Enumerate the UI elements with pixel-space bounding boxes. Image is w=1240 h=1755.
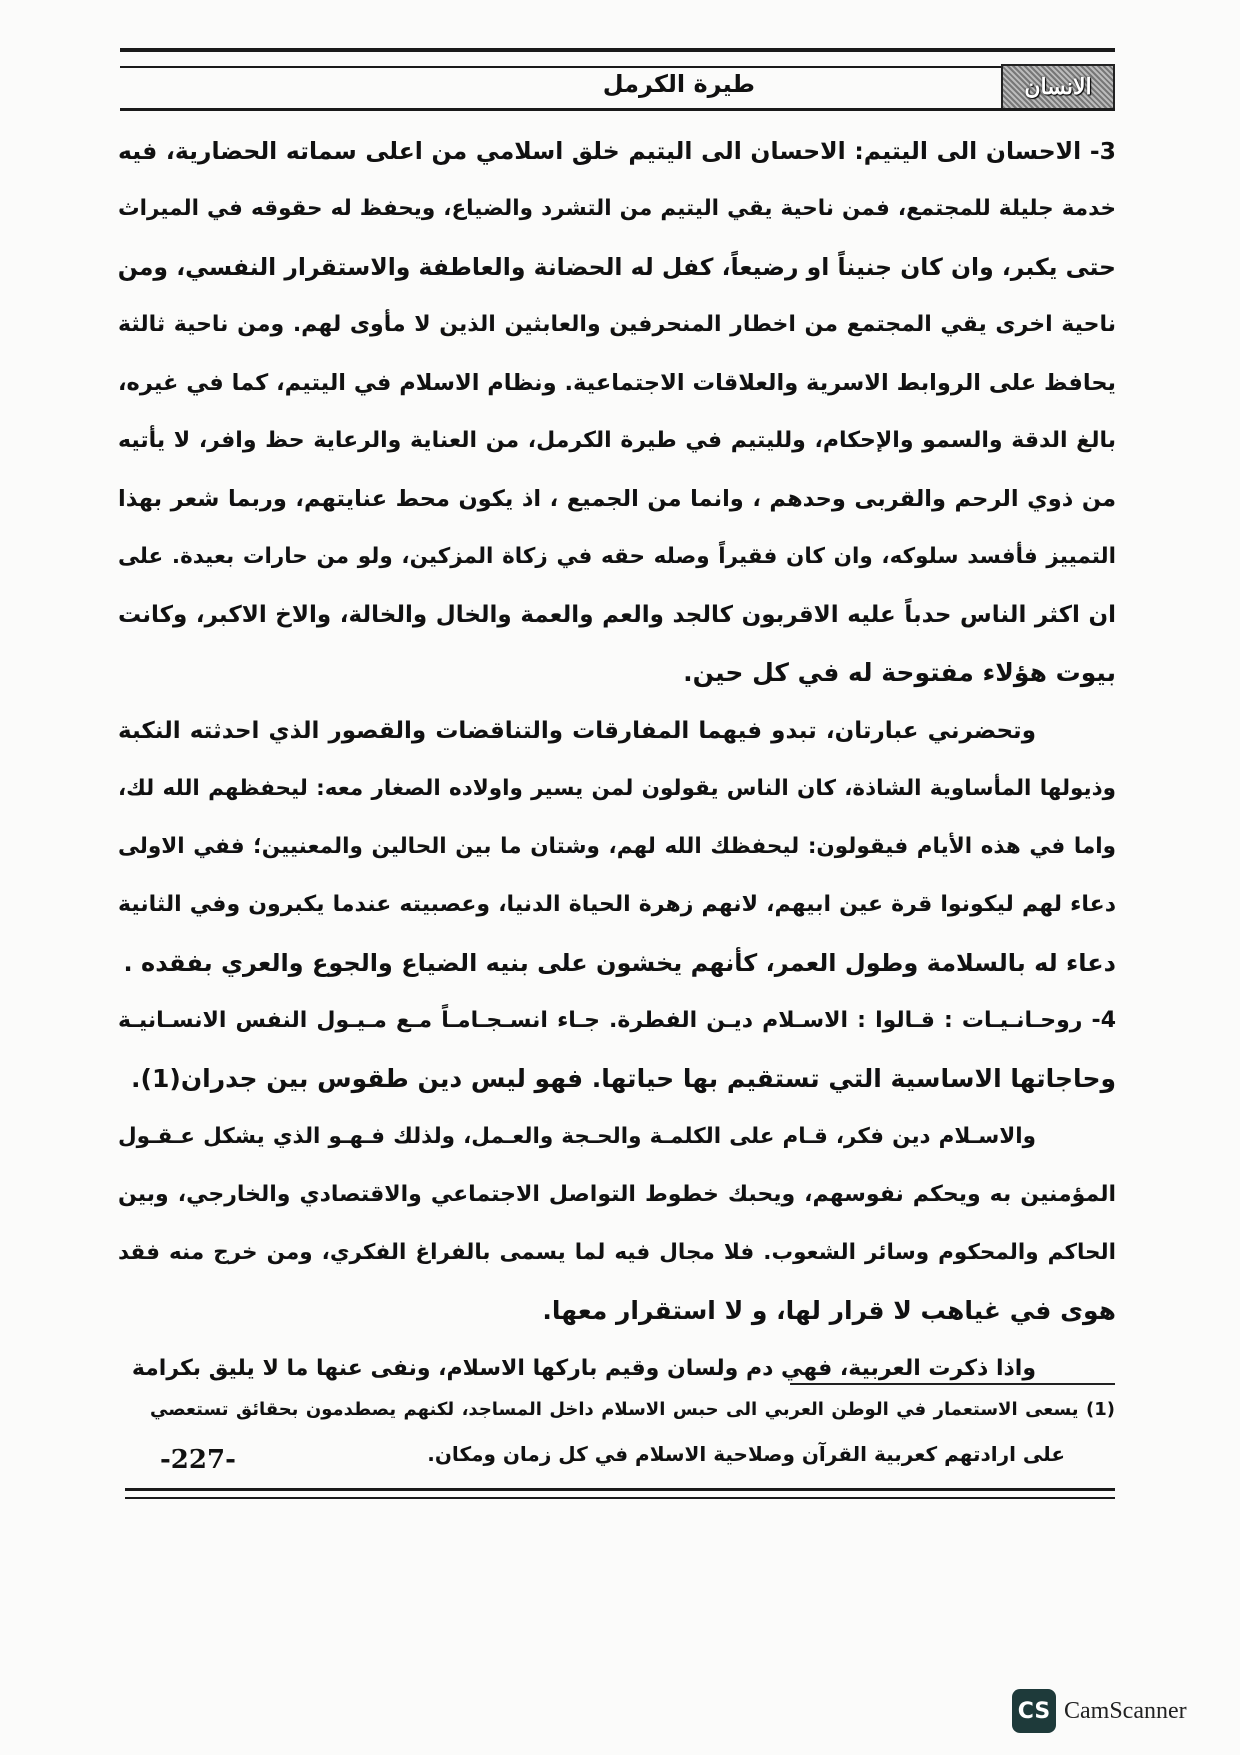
body-line: خدمة جليلة للمجتمع، فمن ناحية يقي اليتيم من التشرد والضياع، ويحفظ له حقوقه في الميراث xyxy=(118,196,1116,221)
header-rule xyxy=(120,108,1115,111)
body-line: 4- روحـانـيـات : قـالوا : الاسـلام ديـن الفطرة. جـاء انسـجـامـاً مـع مـيـول النفس الانسـانيـة xyxy=(118,1008,1116,1033)
body-line: يحافظ على الروابط الاسرية والعلاقات الاجتماعية. ونظام الاسلام في اليتيم، كما في غيره، xyxy=(118,370,1116,396)
body-line: بيوت هؤلاء مفتوحة له في كل حين. xyxy=(683,658,1116,687)
body-line: من ذوي الرحم والقربى وحدهم ، وانما من الجميع ، اذ يكون محط عنايتهم، وربما شعر بهذا xyxy=(118,486,1116,512)
body-line: 3- الاحسان الى اليتيم: الاحسان الى اليتيم خلق اسلامي من اعلى سماته الحضارية، فيه xyxy=(118,137,1116,165)
footer-double-rule xyxy=(125,1488,1115,1499)
body-line: هوى في غياهب لا قرار لها، و لا استقرار معها. xyxy=(542,1296,1116,1325)
body-line: واما في هذه الأيام فيقولون: ليحفظك الله لهم، وشتان ما بين الحالين والمعنيين؛ ففي الاولى xyxy=(118,834,1116,859)
book-title: طيرة الكرمل xyxy=(602,70,755,98)
chapter-label: الانسان xyxy=(1024,74,1092,100)
body-text xyxy=(118,122,1116,1398)
body-line: حتى يكبر، وان كان جنيناً او رضيعاً، كفل له الحضانة والعاطفة والاستقرار النفسي، ومن xyxy=(117,253,1116,281)
body-line: وحاجاتها الاساسية التي تستقيم بها حياتها. فهو ليس دين طقوس بين جدران(1). xyxy=(131,1064,1116,1093)
footnote-separator xyxy=(790,1383,1115,1385)
chapter-label-box xyxy=(1001,64,1115,110)
body-line: والاسـلام دين فكر، قـام على الكلمـة والحـجة والعـمل، ولذلك فـهـو الذي يشكل عـقـول xyxy=(118,1124,1036,1149)
body-line: بالغ الدقة والسمو والإحكام، ولليتيم في طيرة الكرمل، من العناية والرعاية حظ وافر، لا يأتيه xyxy=(118,428,1116,453)
body-line: الحاكم والمحكوم وسائر الشعوب. فلا مجال فيه لما يسمى بالفراغ الفكري، ومن خرج منه فقد xyxy=(118,1240,1116,1265)
camscanner-watermark xyxy=(1012,1689,1187,1733)
body-line: وتحضرني عبارتان، تبدو فيهما المفارقات والتناقضات والقصور الذي احدثته النكبة xyxy=(118,718,1036,744)
page-number: -227- xyxy=(160,1445,236,1475)
body-line: التمييز فأفسد سلوكه، وان كان فقيراً وصله حقه في زكاة المزكين، ولو من حارات بعيدة. على xyxy=(118,544,1116,569)
body-line: دعاء له بالسلامة وطول العمر، كأنهم يخشون على بنيه الضياع والجوع والعري بفقده . xyxy=(123,949,1116,977)
footnote-line: (1) يسعى الاستعمار في الوطن العربي الى حبس الاسلام داخل المساجد، لكنهم يصطدمون بحقائق تستعصي xyxy=(150,1399,1115,1420)
camscanner-name: CamScanner xyxy=(1064,1697,1187,1724)
body-line: المؤمنين به ويحكم نفوسهم، ويحبك خطوط التواصل الاجتماعي والاقتصادي والخارجي، وبين xyxy=(118,1182,1116,1207)
footnotes xyxy=(150,1388,1115,1476)
body-line: دعاء لهم ليكونوا قرة عين ابيهم، لانهم زهرة الحياة الدنيا، وعصبيته عندما يكبرون وفي الثانية xyxy=(118,892,1116,917)
body-line: ناحية اخرى يقي المجتمع من اخطار المنحرفين والعابثين الذين لا مأوى لهم. ومن ناحية ثالثة xyxy=(118,312,1116,337)
running-header xyxy=(120,64,1115,110)
body-line: واذا ذكرت العربية، فهي دم ولسان وقيم باركها الاسلام، ونفى عنها ما لا يليق بكرامة xyxy=(131,1356,1036,1381)
body-line: وذيولها المأساوية الشاذة، كان الناس يقولون لمن يسير واولاده الصغار معه: ليحفظهم الله لك، xyxy=(118,776,1116,801)
camscanner-logo-icon: CS xyxy=(1012,1689,1056,1733)
body-line: ان اكثر الناس حدباً عليه الاقربون كالجد والعم والعمة والخال والخالة، والاخ الاكبر، وكانت xyxy=(118,602,1116,628)
footnote-line: على ارادتهم كعربية القرآن وصلاحية الاسلام في كل زمان ومكان. xyxy=(427,1442,1065,1466)
